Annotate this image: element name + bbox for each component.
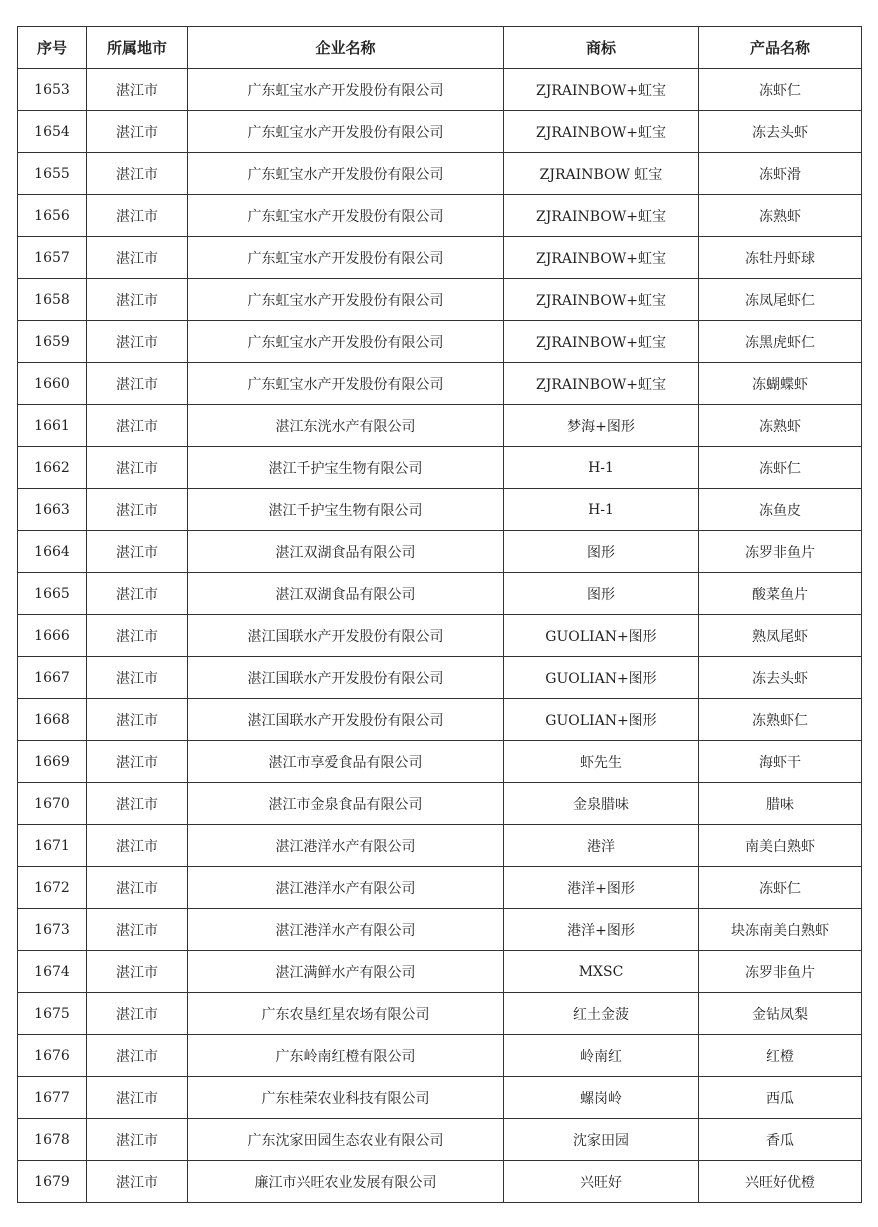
cell-brand: 红土金菠 [504,993,699,1035]
cell-product: 香瓜 [699,1119,862,1161]
table-row [18,1077,862,1119]
cell-product: 冻虾仁 [699,447,862,489]
cell-brand: 图形 [504,531,699,573]
cell-brand: ZJRAINBOW+虹宝 [504,321,699,363]
cell-index: 1669 [18,741,87,783]
table-row [18,1161,862,1203]
cell-product: 冻虾滑 [699,153,862,195]
header-company: 企业名称 [188,27,504,69]
cell-city: 湛江市 [87,111,188,153]
cell-index: 1673 [18,909,87,951]
cell-city: 湛江市 [87,951,188,993]
table-row [18,657,862,699]
cell-company: 湛江满鲜水产有限公司 [188,951,504,993]
cell-city: 湛江市 [87,657,188,699]
cell-company: 湛江双湖食品有限公司 [188,531,504,573]
table-row [18,573,862,615]
cell-company: 湛江港洋水产有限公司 [188,825,504,867]
cell-index: 1667 [18,657,87,699]
cell-brand: 港洋 [504,825,699,867]
cell-company: 湛江国联水产开发股份有限公司 [188,699,504,741]
cell-index: 1661 [18,405,87,447]
header-product: 产品名称 [699,27,862,69]
cell-city: 湛江市 [87,993,188,1035]
cell-product: 冻凤尾虾仁 [699,279,862,321]
table-row [18,951,862,993]
cell-index: 1671 [18,825,87,867]
cell-city: 湛江市 [87,405,188,447]
cell-index: 1664 [18,531,87,573]
cell-company: 湛江市金泉食品有限公司 [188,783,504,825]
cell-brand: 港洋+图形 [504,909,699,951]
cell-brand: 港洋+图形 [504,867,699,909]
cell-product: 块冻南美白熟虾 [699,909,862,951]
cell-company: 广东虹宝水产开发股份有限公司 [188,111,504,153]
cell-city: 湛江市 [87,531,188,573]
table-row [18,111,862,153]
cell-product: 冻虾仁 [699,867,862,909]
table-row [18,531,862,573]
cell-product: 南美白熟虾 [699,825,862,867]
cell-city: 湛江市 [87,1119,188,1161]
cell-company: 湛江千护宝生物有限公司 [188,447,504,489]
cell-company: 湛江国联水产开发股份有限公司 [188,615,504,657]
cell-brand: ZJRAINBOW+虹宝 [504,69,699,111]
table-row [18,195,862,237]
cell-brand: ZJRAINBOW+虹宝 [504,237,699,279]
cell-city: 湛江市 [87,279,188,321]
cell-company: 湛江市享爱食品有限公司 [188,741,504,783]
cell-product: 冻虾仁 [699,69,862,111]
cell-index: 1670 [18,783,87,825]
table-row [18,783,862,825]
cell-product: 冻去头虾 [699,111,862,153]
cell-product: 冻熟虾 [699,405,862,447]
table-row [18,741,862,783]
cell-product: 冻鱼皮 [699,489,862,531]
cell-index: 1656 [18,195,87,237]
cell-brand: 梦海+图形 [504,405,699,447]
cell-product: 冻牡丹虾球 [699,237,862,279]
cell-city: 湛江市 [87,363,188,405]
table-row [18,447,862,489]
cell-city: 湛江市 [87,867,188,909]
cell-product: 冻熟虾 [699,195,862,237]
cell-index: 1660 [18,363,87,405]
cell-company: 湛江港洋水产有限公司 [188,909,504,951]
table-row [18,69,862,111]
cell-city: 湛江市 [87,909,188,951]
cell-company: 广东虹宝水产开发股份有限公司 [188,195,504,237]
cell-city: 湛江市 [87,783,188,825]
cell-index: 1653 [18,69,87,111]
cell-brand: ZJRAINBOW+虹宝 [504,111,699,153]
cell-brand: 图形 [504,573,699,615]
cell-city: 湛江市 [87,153,188,195]
cell-city: 湛江市 [87,321,188,363]
cell-product: 红橙 [699,1035,862,1077]
cell-index: 1666 [18,615,87,657]
cell-city: 湛江市 [87,615,188,657]
header-brand: 商标 [504,27,699,69]
cell-product: 熟凤尾虾 [699,615,862,657]
cell-index: 1663 [18,489,87,531]
product-listing-table [17,26,862,1203]
cell-city: 湛江市 [87,1161,188,1203]
cell-index: 1676 [18,1035,87,1077]
cell-index: 1665 [18,573,87,615]
header-city: 所属地市 [87,27,188,69]
cell-city: 湛江市 [87,447,188,489]
cell-brand: GUOLIAN+图形 [504,657,699,699]
cell-company: 湛江千护宝生物有限公司 [188,489,504,531]
cell-product: 冻罗非鱼片 [699,531,862,573]
table-row [18,867,862,909]
cell-city: 湛江市 [87,1035,188,1077]
table-row [18,825,862,867]
cell-brand: 岭南红 [504,1035,699,1077]
cell-brand: 金泉腊味 [504,783,699,825]
cell-company: 广东虹宝水产开发股份有限公司 [188,153,504,195]
cell-index: 1659 [18,321,87,363]
cell-product: 腊味 [699,783,862,825]
table-row [18,153,862,195]
cell-company: 广东虹宝水产开发股份有限公司 [188,69,504,111]
cell-company: 湛江港洋水产有限公司 [188,867,504,909]
cell-product: 冻罗非鱼片 [699,951,862,993]
cell-index: 1658 [18,279,87,321]
cell-product: 酸菜鱼片 [699,573,862,615]
cell-product: 冻熟虾仁 [699,699,862,741]
table-row [18,321,862,363]
cell-product: 冻蝴蝶虾 [699,363,862,405]
cell-brand: MXSC [504,951,699,993]
cell-brand: 螺岗岭 [504,1077,699,1119]
cell-city: 湛江市 [87,1077,188,1119]
cell-company: 广东虹宝水产开发股份有限公司 [188,237,504,279]
cell-brand: 兴旺好 [504,1161,699,1203]
cell-company: 广东沈家田园生态农业有限公司 [188,1119,504,1161]
table-row [18,909,862,951]
cell-city: 湛江市 [87,237,188,279]
table-row [18,279,862,321]
cell-company: 湛江双湖食品有限公司 [188,573,504,615]
cell-brand: ZJRAINBOW+虹宝 [504,363,699,405]
cell-city: 湛江市 [87,699,188,741]
cell-city: 湛江市 [87,825,188,867]
cell-index: 1668 [18,699,87,741]
cell-brand: GUOLIAN+图形 [504,699,699,741]
cell-company: 广东农垦红星农场有限公司 [188,993,504,1035]
cell-index: 1672 [18,867,87,909]
cell-city: 湛江市 [87,69,188,111]
cell-product: 西瓜 [699,1077,862,1119]
cell-product: 冻黑虎虾仁 [699,321,862,363]
cell-index: 1674 [18,951,87,993]
cell-brand: GUOLIAN+图形 [504,615,699,657]
cell-brand: ZJRAINBOW+虹宝 [504,195,699,237]
cell-company: 广东虹宝水产开发股份有限公司 [188,363,504,405]
table-row [18,237,862,279]
cell-city: 湛江市 [87,195,188,237]
cell-city: 湛江市 [87,741,188,783]
cell-brand: ZJRAINBOW 虹宝 [504,153,699,195]
cell-index: 1679 [18,1161,87,1203]
cell-company: 广东岭南红橙有限公司 [188,1035,504,1077]
table-row [18,405,862,447]
table-row [18,699,862,741]
table-row [18,363,862,405]
cell-brand: 虾先生 [504,741,699,783]
cell-product: 金钻凤梨 [699,993,862,1035]
cell-brand: ZJRAINBOW+虹宝 [504,279,699,321]
cell-company: 广东虹宝水产开发股份有限公司 [188,321,504,363]
cell-index: 1657 [18,237,87,279]
cell-product: 海虾干 [699,741,862,783]
cell-company: 广东虹宝水产开发股份有限公司 [188,279,504,321]
cell-company: 广东桂荣农业科技有限公司 [188,1077,504,1119]
cell-product: 兴旺好优橙 [699,1161,862,1203]
cell-index: 1677 [18,1077,87,1119]
cell-company: 廉江市兴旺农业发展有限公司 [188,1161,504,1203]
table-row [18,489,862,531]
table-header [18,27,862,69]
cell-brand: 沈家田园 [504,1119,699,1161]
header-row [18,27,862,69]
table-row [18,993,862,1035]
cell-index: 1662 [18,447,87,489]
cell-brand: H-1 [504,447,699,489]
cell-city: 湛江市 [87,489,188,531]
cell-index: 1675 [18,993,87,1035]
table-body [18,69,862,1203]
cell-company: 湛江东洸水产有限公司 [188,405,504,447]
cell-brand: H-1 [504,489,699,531]
cell-index: 1678 [18,1119,87,1161]
cell-index: 1654 [18,111,87,153]
table-row [18,615,862,657]
header-index: 序号 [18,27,87,69]
cell-index: 1655 [18,153,87,195]
table-row [18,1119,862,1161]
cell-product: 冻去头虾 [699,657,862,699]
cell-city: 湛江市 [87,573,188,615]
table-row [18,1035,862,1077]
cell-company: 湛江国联水产开发股份有限公司 [188,657,504,699]
